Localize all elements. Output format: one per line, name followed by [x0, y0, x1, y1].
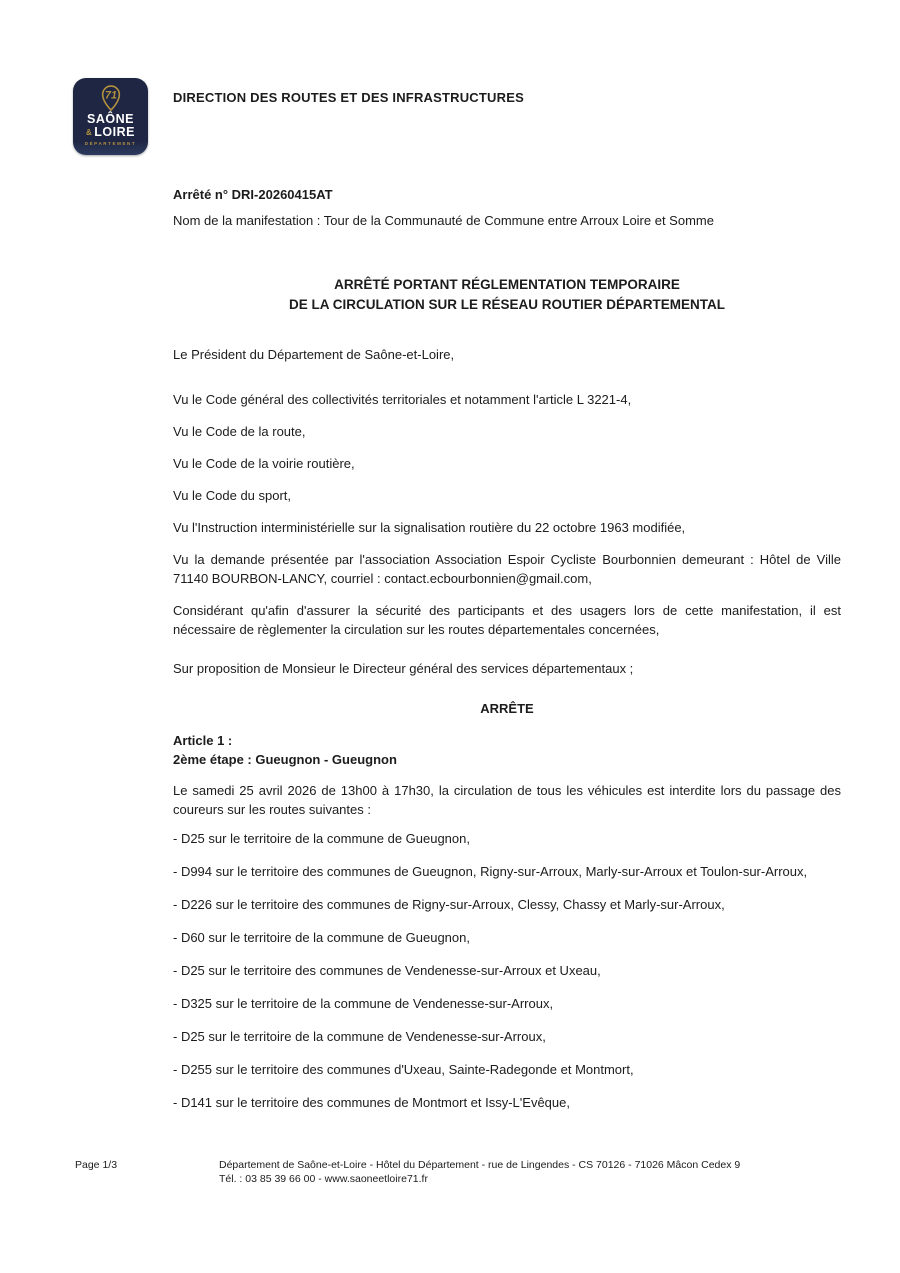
footer-address-line2: Tél. : 03 85 39 66 00 - www.saoneetloire71.fr	[219, 1173, 428, 1185]
logo-name-line2-row	[86, 126, 135, 139]
decision-heading: ARRÊTE	[480, 701, 534, 716]
article-1-label: Article 1 :	[173, 733, 233, 748]
preamble-vu-code-route: Vu le Code de la route,	[173, 424, 306, 439]
logo-number: 71	[104, 89, 117, 102]
map-pin-71-icon	[98, 82, 124, 112]
preamble-president: Le Président du Département de Saône-et-Loire,	[173, 347, 455, 362]
document-title-line2: DE LA CIRCULATION SUR LE RÉSEAU ROUTIER DÉPARTEMENTAL	[288, 297, 725, 312]
document-title	[173, 275, 841, 315]
direction-header: DIRECTION DES ROUTES ET DES INFRASTRUCTURES	[173, 90, 524, 105]
article-1-intro: Le samedi 25 avril 2026 de 13h00 à 17h30, la circulation de tous les véhicules est interdite lors du passage des coureurs sur les routes suivantes :	[173, 783, 841, 817]
logo-name-line1: SAÔNE	[87, 112, 134, 126]
saone-et-loire-logo	[73, 78, 148, 155]
arrete-number: Arrêté n° DRI-20260415AT	[173, 187, 333, 202]
document-title-line1: ARRÊTÉ PORTANT RÉGLEMENTATION TEMPORAIRE	[334, 277, 680, 292]
road-closure-item: - D255 sur le territoire des communes d'Uxeau, Sainte-Radegonde et Montmort,	[173, 1062, 634, 1077]
road-closure-item: - D25 sur le territoire de la commune de Vendenesse-sur-Arroux,	[173, 1029, 546, 1044]
road-closure-item: - D994 sur le territoire des communes de Gueugnon, Rigny-sur-Arroux, Marly-sur-Arroux et Toulon-sur-Arroux,	[173, 864, 808, 879]
road-closure-list	[173, 829, 841, 1112]
footer-address-line1: Département de Saône-et-Loire - Hôtel du Département - rue de Lingendes - CS 70126 - 71026 Mâcon Cedex 9	[219, 1159, 741, 1171]
event-name: Nom de la manifestation : Tour de la Communauté de Commune entre Arroux Loire et Somme	[173, 213, 714, 228]
preamble-vu-code-sport: Vu le Code du sport,	[173, 488, 292, 503]
article-1-heading	[173, 731, 841, 769]
document-body	[173, 185, 841, 1112]
page-number: Page 1/3	[75, 1159, 118, 1171]
road-closure-item: - D226 sur le territoire des communes de Rigny-sur-Arroux, Clessy, Chassy et Marly-sur-Arroux,	[173, 897, 725, 912]
logo-name-line2: LOIRE	[94, 125, 135, 139]
footer-address	[219, 1158, 740, 1186]
preamble-vu-cgct: Vu le Code général des collectivités territoriales et notamment l'article L 3221-4,	[173, 392, 632, 407]
preamble-vu-demande: Vu la demande présentée par l'association Association Espoir Cycliste Bourbonnien demeurant : Hôtel de Ville 71140 BOURBON-LANCY, courriel : contact.ecbourbonnien@gmail.com,	[173, 552, 841, 586]
road-closure-item: - D325 sur le territoire de la commune de Vendenesse-sur-Arroux,	[173, 996, 554, 1011]
road-closure-item: - D141 sur le territoire des communes de Montmort et Issy-L'Evêque,	[173, 1095, 570, 1110]
road-closure-item: - D25 sur le territoire des communes de Vendenesse-sur-Arroux et Uxeau,	[173, 963, 601, 978]
road-closure-item: - D60 sur le territoire de la commune de Gueugnon,	[173, 930, 470, 945]
road-closure-item: - D25 sur le territoire de la commune de Gueugnon,	[173, 831, 470, 846]
logo-subtitle: DÉPARTEMENT	[84, 141, 137, 146]
article-1-stage: 2ème étape : Gueugnon - Gueugnon	[173, 752, 397, 767]
preamble-vu-instruction: Vu l'Instruction interministérielle sur la signalisation routière du 22 octobre 1963 modifiée,	[173, 520, 686, 535]
preamble-vu-code-voirie: Vu le Code de la voirie routière,	[173, 456, 355, 471]
preamble-considerant: Considérant qu'afin d'assurer la sécurité des participants et des usagers lors de cette manifestation, il est nécessaire de règlementer la circulation sur les routes départementales concernées,	[173, 603, 841, 637]
logo-ampersand: &	[86, 128, 93, 137]
preamble-sur-proposition: Sur proposition de Monsieur le Directeur général des services départementaux ;	[173, 661, 634, 676]
